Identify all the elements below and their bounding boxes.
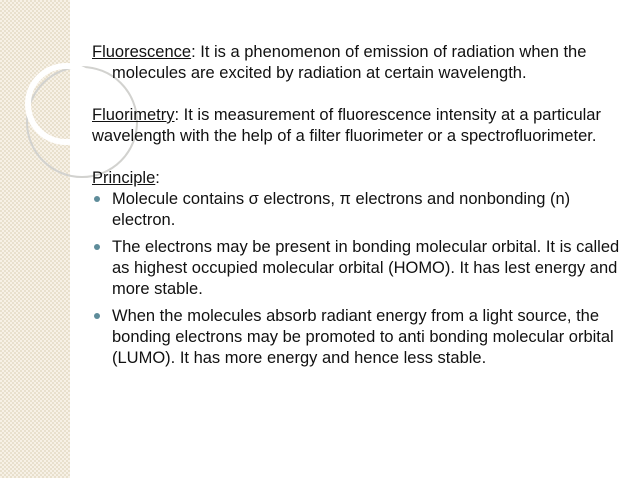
list-item (92, 237, 622, 300)
bullet-dot-icon (94, 313, 100, 319)
bullet-dot-icon (94, 244, 100, 250)
fluorescence-text: : It is a phenomenon of emission of radiation when the molecules are excited by radiation at certain wavelength. (112, 43, 587, 82)
bullet-dot-icon (94, 196, 100, 202)
bullet-text: The electrons may be present in bonding molecular orbital. It is called as highest occupied molecular orbital (HOMO). It has lest energy and more stable. (112, 238, 620, 298)
principle-heading-line (92, 168, 622, 189)
fluorescence-term: Fluorescence (92, 43, 192, 61)
fluorescence-definition (92, 42, 622, 84)
fluorimetry-definition (92, 105, 622, 126)
bullet-text: Molecule contains σ electrons, π electrons and nonbonding (n) electron. (112, 190, 571, 229)
fluorimetry-text: : It is measurement of fluorescence intensity at a particular (174, 106, 601, 124)
principle-heading: Principle (92, 169, 156, 187)
principle-colon: : (155, 169, 160, 187)
principle-bullet-list (92, 189, 622, 369)
fluorimetry-term: Fluorimetry (92, 106, 175, 124)
bullet-text: When the molecules absorb radiant energy from a light source, the bonding electrons may be promoted to anti bonding molecular orbital (LUMO). It has more energy and hence less stable. (112, 307, 614, 367)
list-item (92, 189, 622, 231)
list-item (92, 306, 622, 369)
slide-content (92, 42, 622, 375)
fluorimetry-continuation: wavelength with the help of a filter fluorimeter or a spectrofluorimeter. (92, 127, 597, 145)
